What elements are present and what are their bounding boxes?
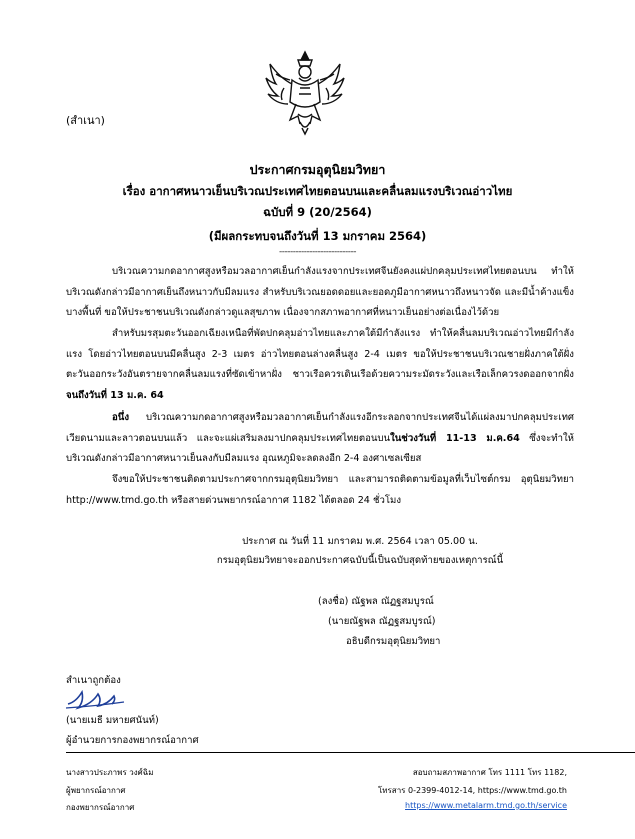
announcement-date: ประกาศ ณ วันที่ 11 มกราคม พ.ศ. 2564 เวลา 05.00 น.: [242, 536, 478, 547]
paragraph-monsoon-date: จนถึงวันที่ 13 ม.ค. 64: [66, 389, 164, 401]
announcement-final-note: กรมอุตุนิยมวิทยาจะออกประกาศฉบับนี้เป็นฉบับสุดท้ายของเหตุการณ์นี้: [216, 555, 504, 566]
copy-mark: (สำเนา): [66, 114, 105, 127]
paragraph-monsoon-text: สำหรับมรสุมตะวันออกเฉียงเหนือที่พัดปกคลุมอ่าวไทยและภาคใต้มีกำลังแรง ทำให้คลื่นลมบริเวณอ่าวไทยมีกำลังแรง โดยอ่าวไทยตอนบนมีคลื่นสูง 2-3 เมตร อ่าวไทยตอนล่างคลื่นสูง 2-4 เมตร ขอให้ประชาชนบริเวณชายฝั่งภาคใต้ฝั่งตะวันออกระวังอันตรายจากคลื่นลมแรงที่ซัดเข้าหาฝั่ง ชาวเรือควรเดินเรือด้วยความระมัดระวังและเรือเล็กควรงดออกจากฝั่ง: [66, 328, 574, 380]
signatory-title: อธิบดีกรมอุตุนิยมวิทยา: [346, 636, 441, 647]
paragraph-additional-lead: อนึ่ง: [112, 412, 130, 423]
signatory-name: (นายณัฐพล ณัฏฐสมบูรณ์): [328, 616, 436, 627]
paragraph-monsoon: [66, 324, 574, 406]
footer-service-link[interactable]: https://www.metalarm.tmd.go.th/service: [405, 801, 567, 810]
paragraph-additional-text-c: ซึ่งจะทำให้บริเวณดังกล่าวมีอากาศหนาวเย็นลงกับมีลมแรง อุณหภูมิจะลดลงอีก 2-4 องศาเซลเซียส: [66, 432, 574, 464]
signatory-line: (ลงชื่อ) ณัฐพล ณัฏฐสมบูรณ์: [318, 596, 434, 607]
announcement-subject: เรื่อง อากาศหนาวเย็นบริเวณประเทศไทยตอนบนและคลื่นลมแรงบริเวณอ่าวไทย: [122, 184, 513, 198]
certified-copy-label: สำเนาถูกต้อง: [66, 675, 121, 686]
effect-period: (มีผลกระทบจนถึงวันที่ 13 มกราคม 2564): [208, 229, 427, 243]
announcement-title: ประกาศกรมอุตุนิยมวิทยา: [249, 162, 386, 177]
paragraph-additional-period: ในช่วงวันที่ 11-13 ม.ค.64: [390, 432, 520, 444]
handwritten-signature: [62, 680, 132, 712]
footer-contact-role: ผู้พยากรณ์อากาศ: [66, 786, 126, 795]
paragraph-cold-weather-text: บริเวณความกดอากาศสูงหรือมวลอากาศเย็นกำลังแรงจากประเทศจีนยังคงแผ่ปกคลุมประเทศไทยตอนบน ทำให้บริเวณดังกล่าวมีอากาศเย็นถึงหนาวกับมีลมแรง สำหรับบริเวณยอดดอยและยอดภูมีอากาศหนาวถึงหนาวจัด และมีน้ำค้างแข็งบางพื้นที่ ขอให้ประชาชนบริเวณดังกล่าวดูแลสุขภาพ เนื่องจากสภาพอากาศที่หนาวเย็นอย่างต่อเนื่องไว้ด้วย: [66, 266, 574, 318]
paragraph-cold-weather: [66, 262, 574, 324]
certifier-name: (นายเมธี มหายศนันท์): [66, 715, 159, 726]
header-divider: ----------------------------: [279, 247, 356, 257]
footer-divider: [66, 752, 635, 753]
paragraph-follow-up: [66, 470, 574, 511]
issue-number: ฉบับที่ 9 (20/2564): [263, 205, 372, 219]
paragraph-additional-text-a: บริเวณความกดอากาศสูงหรือมวลอากาศเย็นกำลังแรงอีกระลอกจากประเทศจีนได้แผ่ลงมาปกคลุมประเทศเวียดนามและลาวตอนบนแล้ว และจะแผ่เสริมลงมาปกคลุมประเทศไทยตอนบน: [66, 412, 574, 444]
footer-contact-dept: กองพยากรณ์อากาศ: [66, 803, 135, 812]
paragraph-additional: [66, 408, 574, 470]
paragraph-follow-up-text: จึงขอให้ประชาชนติดตามประกาศจากกรมอุตุนิยมวิทยา และสามารถติดตามข้อมูลที่เว็บไซต์กรม อุตุนิยมวิทยา http://www.tmd.go.th หรือสายด่วนพยากรณ์อากาศ 1182 ได้ตลอด 24 ชั่วโมง: [66, 474, 574, 506]
garuda-emblem-icon: [262, 48, 348, 136]
certifier-title: ผู้อำนวยการกองพยากรณ์อากาศ: [66, 735, 199, 746]
footer-fax: โทรสาร 0-2399-4012-14, https://www.tmd.go.th: [377, 786, 567, 795]
footer-phone: สอบถามสภาพอากาศ โทร 1111 โทร 1182,: [412, 768, 567, 777]
footer-contact-name: นางสาวประภาพร วงศ์ฉิม: [66, 768, 154, 777]
